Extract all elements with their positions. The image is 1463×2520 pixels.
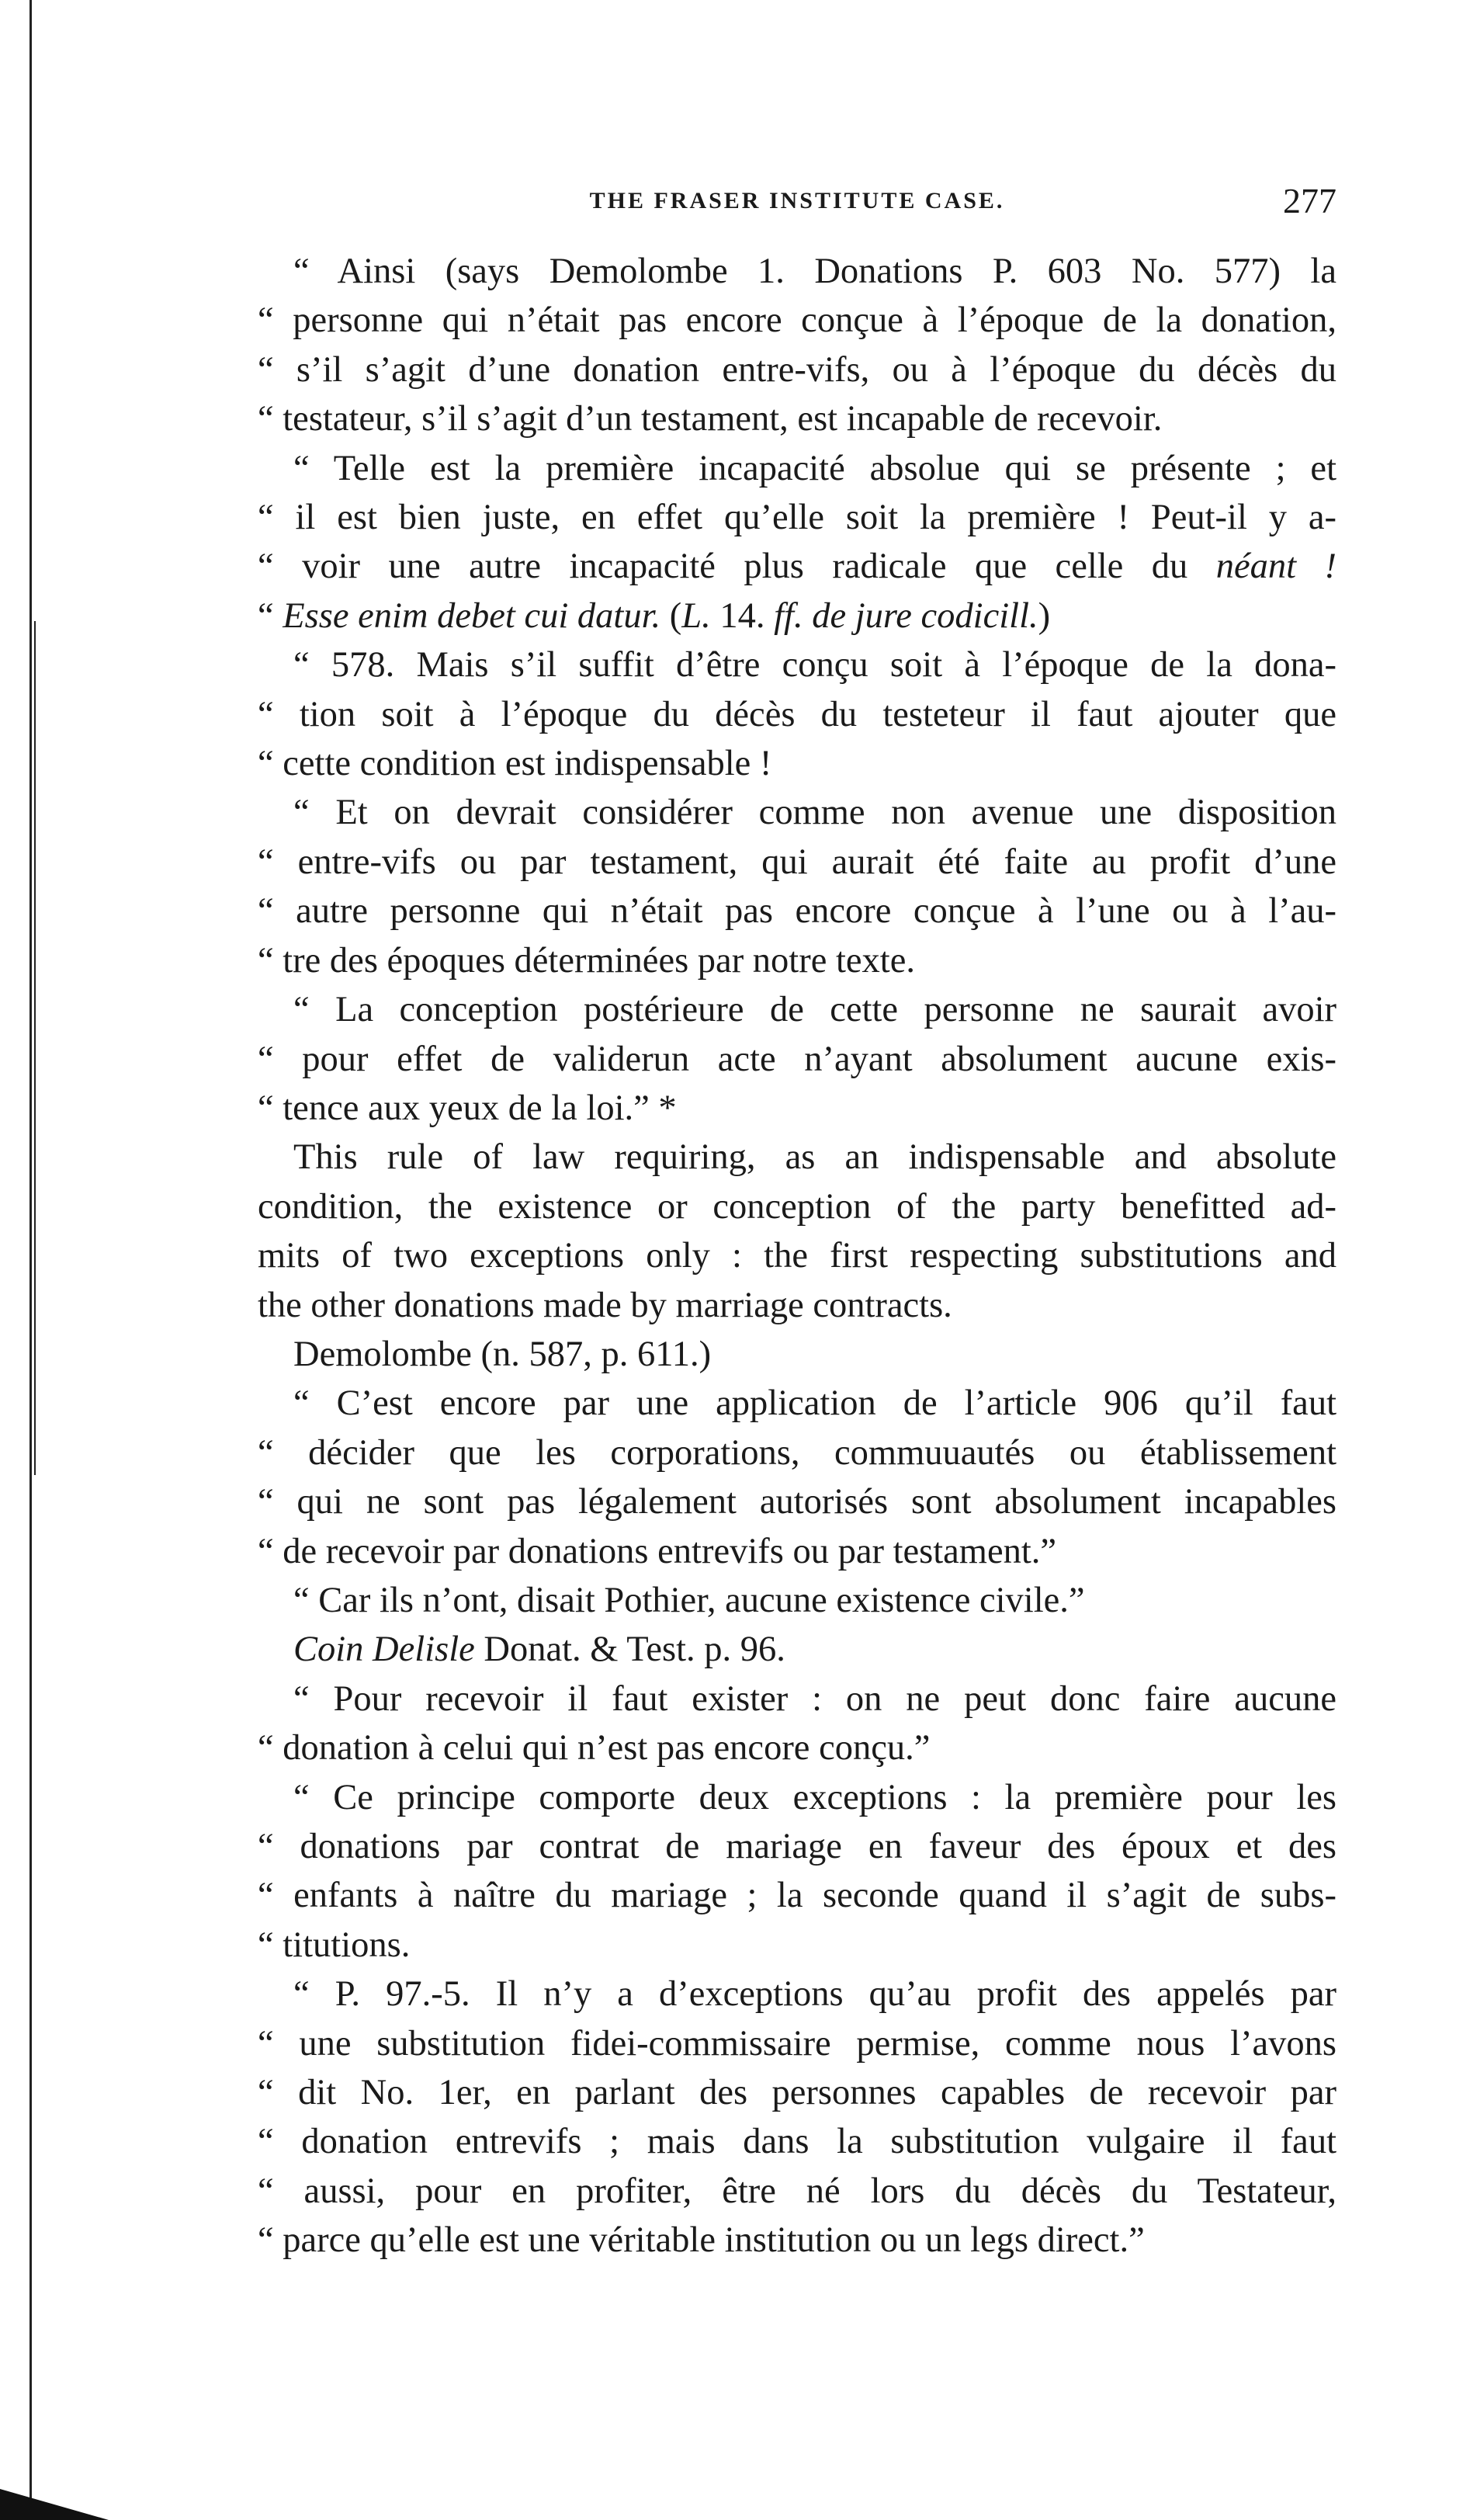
page-number: 277: [1283, 181, 1336, 220]
book-page: [258, 177, 1336, 2265]
text-line: “ Ce principe comporte deux exceptions : la première pour les: [293, 1777, 1336, 1817]
italic-author: Coin Delisle: [293, 1630, 475, 1670]
text-line: “ titutions.: [258, 1925, 411, 1965]
text-line: [258, 1625, 1336, 1674]
text-line: “ 578. Mais s’il suffit d’être conçu soit à l’époque de la dona-: [293, 645, 1336, 686]
text-line: “ s’il s’agit d’une donation entre-vifs, ou à l’époque du décès du: [258, 349, 1336, 390]
binding-corner-shadow: [0, 2489, 109, 2520]
text-line: “ tion soit à l’époque du décès du testeteur il faut ajouter que: [258, 694, 1336, 734]
italic-latin-maxim: Esse enim debet cui datur.: [283, 595, 661, 636]
text-line: “ de recevoir par donations entrevifs ou par testament.”: [258, 1531, 1057, 1571]
page-header: [258, 177, 1336, 231]
citation: Donat. & Test. p. 96.: [474, 1630, 785, 1670]
text-line: “ entre-vifs ou par testament, qui aurait été faite au profit d’une: [258, 842, 1336, 882]
text-line: “ donations par contrat de mariage en faveur des époux et des: [258, 1827, 1336, 1866]
text-line: “ donation à celui qui n’est pas encore conçu.”: [258, 1728, 931, 1769]
running-title: THE FRASER INSTITUTE CASE.: [589, 188, 1005, 213]
ref-close: ): [1038, 595, 1051, 636]
text-line: This rule of law requiring, as an indispensable and absolute: [293, 1137, 1336, 1178]
text-line: “ Car ils n’ont, disait Pothier, aucune existence civile.”: [293, 1580, 1085, 1620]
text-line: “ qui ne sont pas légalement autorisés sont absolument incapables: [258, 1482, 1336, 1522]
text-line: “ Pour recevoir il faut exister : on ne peut donc faire aucune: [293, 1678, 1336, 1719]
text-line: “ pour effet de validerun acte n’ayant absolument aucune exis-: [258, 1039, 1336, 1079]
text-line: “ voir une autre incapacité plus radicale que celle du néant !: [258, 547, 1337, 587]
text-line: “ une substitution fidei-commissaire permise, comme nous l’avons: [258, 2023, 1336, 2064]
text-line: “ décider que les corporations, commuuautés ou établissement: [258, 1432, 1336, 1473]
body-text: [258, 247, 1336, 2265]
italic-neant: néant !: [1215, 547, 1337, 587]
text-line: “ dit No. 1er, en parlant des personnes capables de recevoir par: [258, 2073, 1336, 2113]
text-line: “ enfants à naître du mariage ; la seconde quand il s’agit de subs-: [258, 1876, 1336, 1916]
text-line: “ cette condition est indispensable !: [258, 744, 772, 784]
ref-num: 14.: [710, 595, 775, 636]
text-line: “ testateur, s’il s’agit d’un testament, est incapable de recevoir.: [258, 399, 1163, 439]
quote-mark: “: [258, 595, 283, 636]
text-line: “ tre des époques déterminées par notre texte.: [258, 940, 915, 981]
text-line: “ tence aux yeux de la loi.” *: [258, 1088, 677, 1128]
text-line: [258, 592, 1336, 640]
text-line: “ il est bien juste, en effet qu’elle soit la première ! Peut-il y a-: [258, 498, 1336, 538]
text-line: “ aussi, pour en profiter, être né lors du décès du Testateur,: [258, 2171, 1336, 2211]
text-line: “ C’est encore par une application de l’article 906 qu’il faut: [293, 1383, 1336, 1424]
text-line: the other donations made by marriage contracts.: [258, 1285, 952, 1325]
text-line: mits of two exceptions only : the first respecting substitutions and: [258, 1236, 1336, 1276]
text-line: “ Ainsi (says Demolombe 1. Donations P. 603 No. 577) la: [293, 252, 1336, 291]
ref-L: L.: [681, 595, 711, 636]
text-line: Demolombe (n. 587, p. 611.): [293, 1334, 712, 1374]
text-line: “ Telle est la première incapacité absolue qui se présente ; et: [293, 448, 1336, 488]
text-line: “ P. 97.-5. Il n’y a d’exceptions qu’au profit des appelés par: [293, 1974, 1336, 2015]
binding-edge-secondary: [34, 621, 36, 1475]
text-line: “ parce qu’elle est une véritable institution ou un legs direct.”: [258, 2220, 1145, 2261]
text-line: “ personne qui n’était pas encore conçue à l’époque de la donation,: [258, 300, 1336, 341]
text-line: “ La conception postérieure de cette personne ne saurait avoir: [293, 990, 1336, 1030]
ref-ff: ff. de jure codicill.: [774, 595, 1038, 636]
text-line: condition, the existence or conception of the party benefitted ad-: [258, 1186, 1336, 1227]
text-line: “ autre personne qui n’était pas encore conçue à l’une ou à l’au-: [258, 891, 1336, 932]
text-line: “ Et on devrait considérer comme non avenue une disposition: [293, 793, 1336, 833]
text-line: “ donation entrevifs ; mais dans la substitution vulgaire il faut: [258, 2122, 1336, 2162]
ref-open: (: [660, 595, 682, 636]
binding-edge: [29, 0, 32, 2520]
